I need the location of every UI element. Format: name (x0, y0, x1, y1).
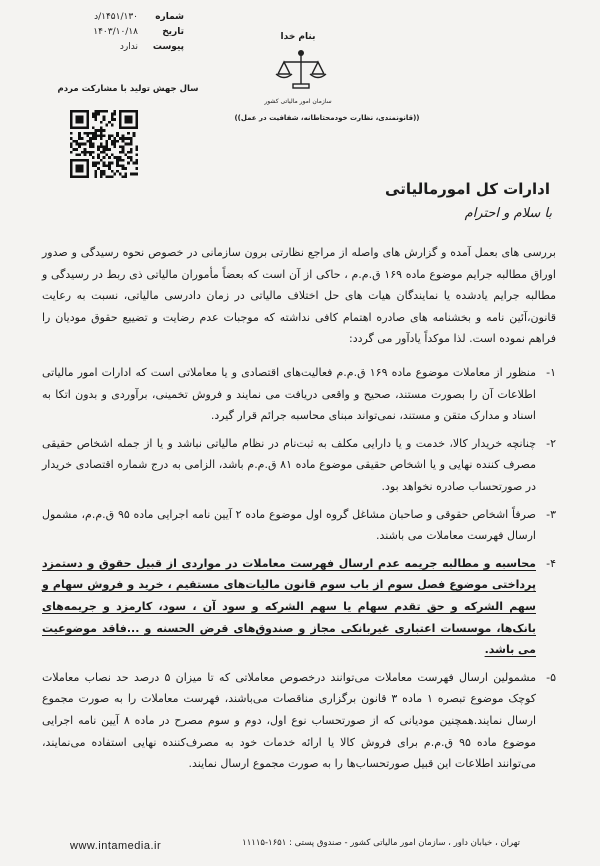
meta-date (64, 25, 184, 40)
meta-attachment (64, 40, 184, 55)
greeting-line: با سلام و احترام (464, 206, 552, 221)
item-text: محاسبه و مطالبه جریمه عدم ارسال فهرست معاملات در مواردی از قبیل حقوق و دستمزد پرداختی موضوع فصل سوم از باب سوم قانون مالیات‌های مستقیم ، خرید و فروش سهام و سهم الشرکه و حق تقدم سهام یا سهم الشرکه و سود آن ، سود، کارمزد و جریمه‌های بانک‌ها، موسسات اعتباری غیربانکی مجاز و صندوق‌های قرض الحسنه و ...فاقد موضوعیت می باشد. (42, 556, 536, 657)
item-number: ۲- (546, 436, 556, 450)
item-text: چنانچه خریدار کالا، خدمت و یا دارایی مکلف به ثبت‌نام در نظام مالیاتی نباشد و یا از جمله اشخاص حقیقی مصرف کننده نهایی و یا اشخاص حقیقی موضوع ماده ۸۱ ق.م.م باشد، الزامی به درج شماره اقتصادی خریدار در صورتحساب صادره نخواهد بود. (42, 436, 536, 493)
letter-meta (64, 10, 184, 55)
year-slogan: سال جهش تولید با مشارکت مردم (57, 84, 199, 94)
item-number: ۴- (546, 556, 556, 570)
meta-value: ندارد (119, 42, 138, 52)
meta-label: پیوست (152, 42, 184, 52)
footer-address: تهران ، خیابان داور ، سازمان امور مالیاتی کشور - صندوق پستی : ۱۶۵۱-۱۱۱۱۵ (242, 838, 520, 848)
item-text: مشمولین ارسال فهرست معاملات می‌توانند درخصوص معاملاتی که تا میزان ۵ درصد حد نصاب معاملات کوچک موضوع تبصره ۱ ماده ۳ قانون برگزاری مناقصات می‌باشند، فهرست معاملات را به صورت مجموع ارسال نمایند.همچنین مودیانی که از صورتحساب نوع اول، دوم و سوم مصرح در ماده ۸ آیین نامه اجرایی موضوع ماده ۹۵ ق.م.م برای فروش کالا یا ارائه خدمات خود به مصرف‌کننده نهایی استفاده می‌نمایند، می‌توانند اطلاعات این قبیل صورتحساب‌ها را به صورت مجموع ارسال نمایند. (42, 670, 536, 771)
list-item (42, 667, 556, 775)
item-number: ۵- (546, 670, 556, 684)
ministry-name: سازمان امور مالیاتی کشور (264, 98, 332, 105)
bename-heading: بنام خدا (280, 32, 316, 42)
list-item (42, 362, 556, 427)
motto-line: ((قانونمندی، نظارت خودمحتاطانه، شفافیت در عمل)) (234, 114, 420, 122)
list-item (42, 504, 556, 547)
item-text: منظور از معاملات موضوع ماده ۱۶۹ ق.م.م فعالیت‌های اقتصادی و یا معاملاتی است که ادارات امور مالیاتی اطلاعات آن را بصورت مستند، صحیح و واقعی دریافت می نمایند و فروش تخمینی، برآوردی و بدون اتکا به اسناد و مدارک متقن و مستند، نمی‌تواند مبنای محاسبه جرائم قرار گیرد. (42, 366, 536, 423)
qr-code-icon (70, 110, 138, 178)
meta-label: تاریخ (162, 27, 184, 37)
meta-value: ۱۴۵۱/۱۳۰/د (94, 12, 138, 22)
meta-number (64, 10, 184, 25)
footer-website[interactable]: www.intamedia.ir (70, 840, 162, 852)
list-item-highlighted (42, 553, 556, 661)
item-number: ۱- (546, 366, 556, 379)
meta-value: ۱۴۰۳/۱۰/۱۸ (93, 27, 138, 37)
intro-paragraph: بررسی های بعمل آمده و گزارش های واصله از مراجع نظارتی برون سازمانی در خصوص نحوه رسیدگی و صدور اوراق مطالبه جرایم موضوع ماده ۱۶۹ ق.م.م ، حاکی از آن است که بعضاً مأموران مالیاتی ذی ربط در رسیدگی و مطالبه جرایم یادشده یا نمایندگان هیات های حل اختلاف مالیاتی در زمان دادرسی مالیاتی، نسبت به رعایت قانون،آئین نامه و بخشنامه های صادره اهتمام کافی نداشته که موجبات عدم رضایت و تضییع حقوق مودیان را فراهم نموده است. لذا موکداً یادآور می گردد: (42, 246, 556, 346)
recipient-heading: ادارات کل امورمالیاتی (385, 180, 550, 198)
item-number: ۳- (546, 507, 556, 521)
meta-label: شماره (155, 12, 184, 22)
item-text: صرفاً اشخاص حقوقی و صاحبان مشاغل گروه اول موضوع ماده ۲ آیین نامه اجرایی ماده ۹۵ ق.م.م، مشمول ارسال فهرست معاملات می باشند. (42, 507, 537, 543)
numbered-items (42, 362, 556, 781)
list-item (42, 433, 556, 498)
